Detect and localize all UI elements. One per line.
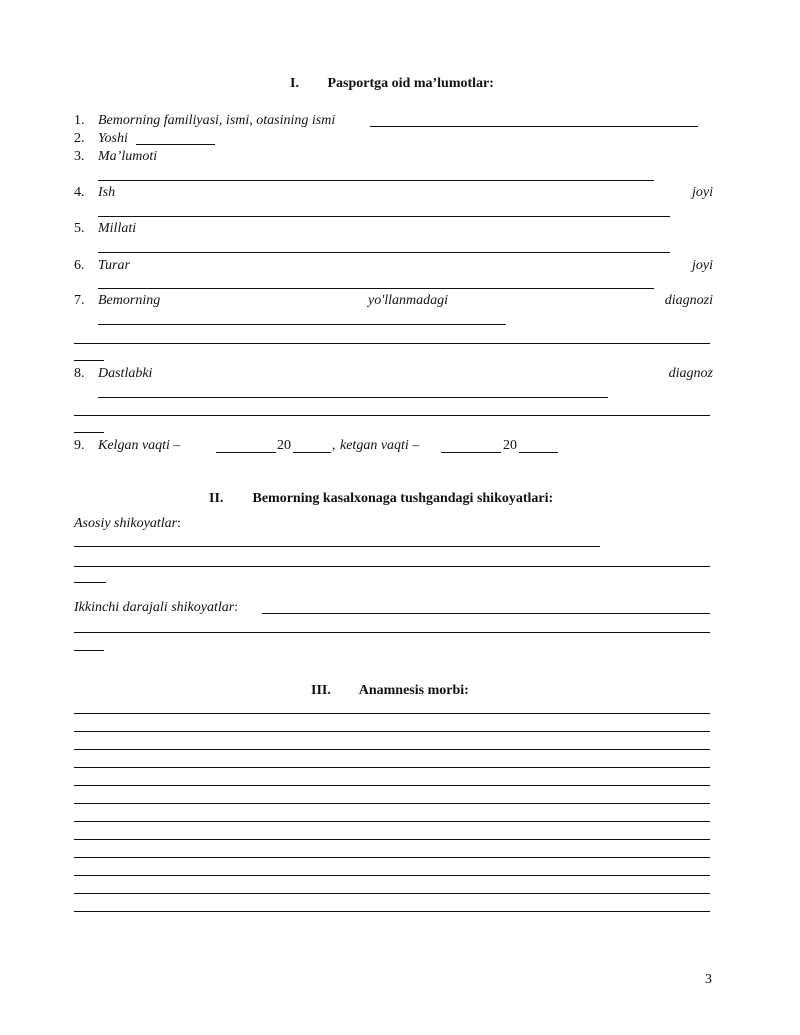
anamnesis-line[interactable] <box>74 785 710 786</box>
anamnesis-line[interactable] <box>74 803 710 804</box>
item-3-number: 3. <box>74 149 85 164</box>
field-nationality[interactable] <box>98 252 670 253</box>
item-9-label: Kelgan vaqti – <box>98 438 181 453</box>
item-1-number: 1. <box>74 113 85 128</box>
anamnesis-line[interactable] <box>74 893 710 894</box>
item-5-number: 5. <box>74 221 85 236</box>
item-8-label: Dastlabki <box>98 366 153 381</box>
item-1-label: Bemorning familiyasi, ismi, otasining ismi <box>98 113 336 128</box>
anamnesis-line[interactable] <box>74 857 710 858</box>
section-3-heading <box>311 683 469 699</box>
field-secondary-complaints-1[interactable] <box>262 613 710 614</box>
item-9-label-2: ketgan vaqti – <box>340 438 420 453</box>
field-secondary-complaints-3[interactable] <box>74 650 104 651</box>
anamnesis-line[interactable] <box>74 875 710 876</box>
field-initial-diagnosis-1[interactable] <box>98 397 608 398</box>
field-departure-date[interactable] <box>441 452 501 453</box>
field-referral-diagnosis-3[interactable] <box>74 360 104 361</box>
arrival-year-prefix: 20 <box>277 438 291 453</box>
anamnesis-line[interactable] <box>74 839 710 840</box>
item-4-label-right: joyi <box>692 185 713 200</box>
anamnesis-line[interactable] <box>74 821 710 822</box>
item-4-label: Ish <box>98 185 116 200</box>
item-7-label: Bemorning <box>98 293 161 308</box>
item-6-label: Turar <box>98 258 130 273</box>
main-complaints-label: Asosiy shikoyatlar: <box>74 516 181 531</box>
field-arrival-year[interactable] <box>293 452 331 453</box>
section-1-title: Pasportga oid ma’lumotlar: <box>327 76 494 91</box>
item-2-label: Yoshi <box>98 131 128 146</box>
anamnesis-line[interactable] <box>74 749 710 750</box>
field-initial-diagnosis-2[interactable] <box>74 415 710 416</box>
field-age[interactable] <box>136 144 215 145</box>
anamnesis-line[interactable] <box>74 767 710 768</box>
field-patient-name[interactable] <box>370 126 698 127</box>
field-arrival-date[interactable] <box>216 452 276 453</box>
field-main-complaints-2[interactable] <box>74 566 710 567</box>
anamnesis-line[interactable] <box>74 911 710 912</box>
field-initial-diagnosis-3[interactable] <box>74 432 104 433</box>
anamnesis-line[interactable] <box>74 713 710 714</box>
field-residence[interactable] <box>98 288 654 289</box>
field-education[interactable] <box>98 180 654 181</box>
item-3-label: Ma’lumoti <box>98 149 158 164</box>
section-3-title: Anamnesis morbi: <box>358 683 469 698</box>
item-7-number: 7. <box>74 293 85 308</box>
item-5-label: Millati <box>98 221 137 236</box>
item-9-comma: , <box>332 438 336 453</box>
item-2-number: 2. <box>74 131 85 146</box>
item-7-label-mid: yo'llanmadagi <box>368 293 448 308</box>
item-7-label-right: diagnozi <box>664 293 713 308</box>
section-1-numeral: I. <box>290 76 299 91</box>
field-main-complaints-1[interactable] <box>74 546 600 547</box>
anamnesis-line[interactable] <box>74 731 710 732</box>
item-6-label-right: joyi <box>692 258 713 273</box>
section-2-numeral: II. <box>209 491 224 506</box>
item-9-number: 9. <box>74 438 85 453</box>
field-secondary-complaints-2[interactable] <box>74 632 710 633</box>
field-referral-diagnosis-1[interactable] <box>98 324 506 325</box>
section-2-title: Bemorning kasalxonaga tushgandagi shikoyatlari: <box>252 491 554 506</box>
item-8-label-right: diagnoz <box>668 366 713 381</box>
field-departure-year[interactable] <box>519 452 558 453</box>
item-8-number: 8. <box>74 366 85 381</box>
section-3-numeral: III. <box>311 683 331 698</box>
page-number: 3 <box>705 972 712 987</box>
field-workplace[interactable] <box>98 216 670 217</box>
section-2-heading <box>209 491 553 507</box>
secondary-complaints-label: Ikkinchi darajali shikoyatlar: <box>74 600 239 615</box>
item-4-number: 4. <box>74 185 85 200</box>
section-1-heading <box>290 76 494 92</box>
departure-year-prefix: 20 <box>503 438 517 453</box>
field-main-complaints-3[interactable] <box>74 582 106 583</box>
item-6-number: 6. <box>74 258 85 273</box>
field-referral-diagnosis-2[interactable] <box>74 343 710 344</box>
